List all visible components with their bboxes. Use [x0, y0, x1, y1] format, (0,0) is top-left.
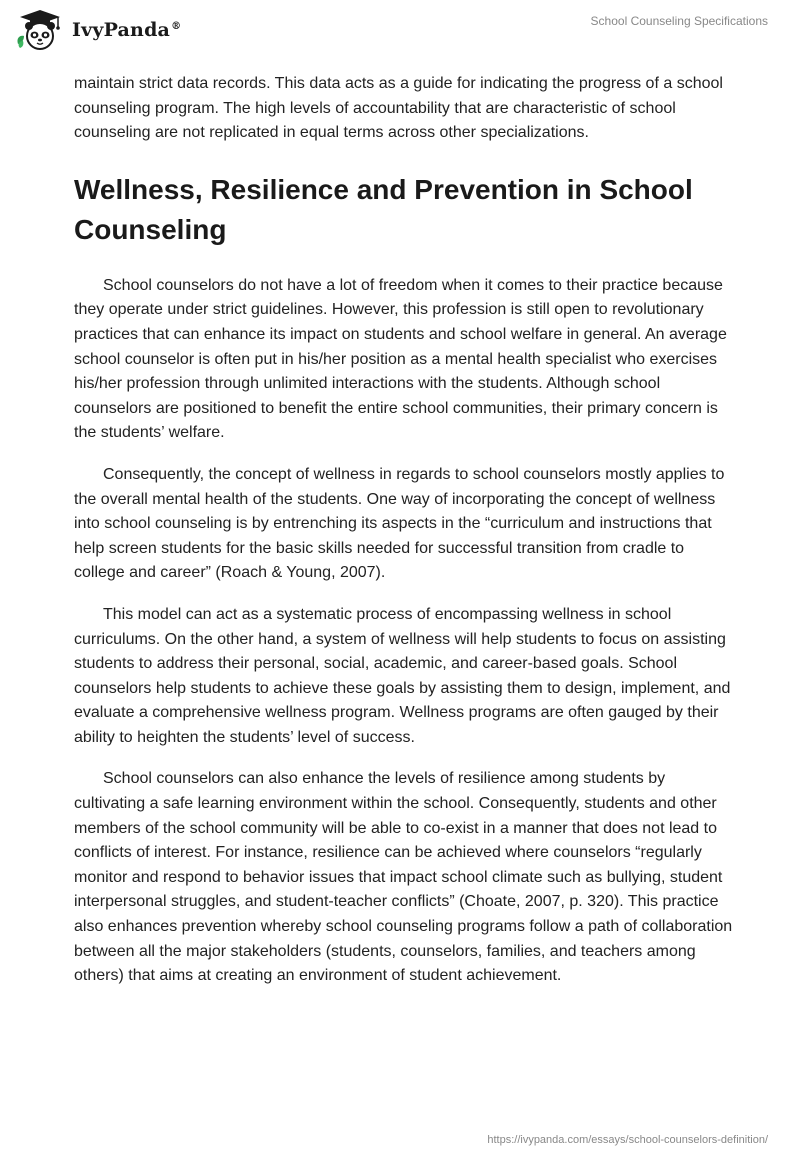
page-header [0, 0, 800, 60]
body-paragraph-4: School counselors can also enhance the levels of resilience among students by cultivating a safe learning environment within the school. Consequently, students and other members of the school community will be able to co-exist in a manner that does not lead to conflicts of interest. For instance, resilience can be achieved where counselors “regularly monitor and respond to behavior issues that impact school climate such as bullying, student interpersonal struggles, and student-teacher conflicts” (Choate, 2007, p. 320). This practice also enhances prevention whereby school counseling programs follow a path of collaboration between all the major stakeholders (students, counselors, families, and teachers among others) that aims at creating an environment of student achievement. [74, 770, 733, 985]
registered-mark: ® [171, 20, 182, 32]
ivypanda-logo[interactable] [14, 8, 181, 52]
brand-name: IvyPanda® [72, 19, 182, 41]
source-url[interactable]: https://ivypanda.com/essays/school-counselors-definition/ [487, 1134, 768, 1146]
body-paragraph-1: School counselors do not have a lot of freedom when it comes to their practice because they operate under strict guidelines. However, this profession is still open to revolutionary practices that can enhance its impact on students and school welfare in general. An average school counselor is often put in his/her position as a mental health specialist who exercises his/her profession through unlimited interactions with the students. Although school counselors are positioned to benefit the entire school communities, their primary concern is the students’ welfare. [74, 276, 727, 442]
panda-graduate-icon [14, 8, 66, 52]
essay-body [74, 72, 734, 1006]
body-paragraph-2: Consequently, the concept of wellness in regards to school counselors mostly applies to the overall mental health of the students. One way of incorporating the concept of wellness into school counseling is by entrenching its aspects in the “curriculum and instructions that help screen students for the basic skills needed for successful transition from cradle to college and career” (Roach & Young, 2007). [74, 465, 725, 582]
document-title: School Counseling Specifications [590, 14, 768, 28]
section-heading: Wellness, Resilience and Prevention in School Counseling [74, 173, 693, 245]
intro-paragraph: maintain strict data records. This data acts as a guide for indicating the progress of a school counseling program. The high levels of accountability that are characteristic of school counseling are not replicated in equal terms across other specializations. [74, 75, 723, 142]
body-paragraph-3: This model can act as a systematic process of encompassing wellness in school curriculums. On the other hand, a system of wellness will help students to focus on assisting students to address their personal, social, academic, and career-based goals. School counselors help students to achieve these goals by assisting them to design, implement, and evaluate a comprehensive wellness program. Wellness programs are often gauged by their ability to heighten the students’ level of success. [74, 605, 731, 746]
